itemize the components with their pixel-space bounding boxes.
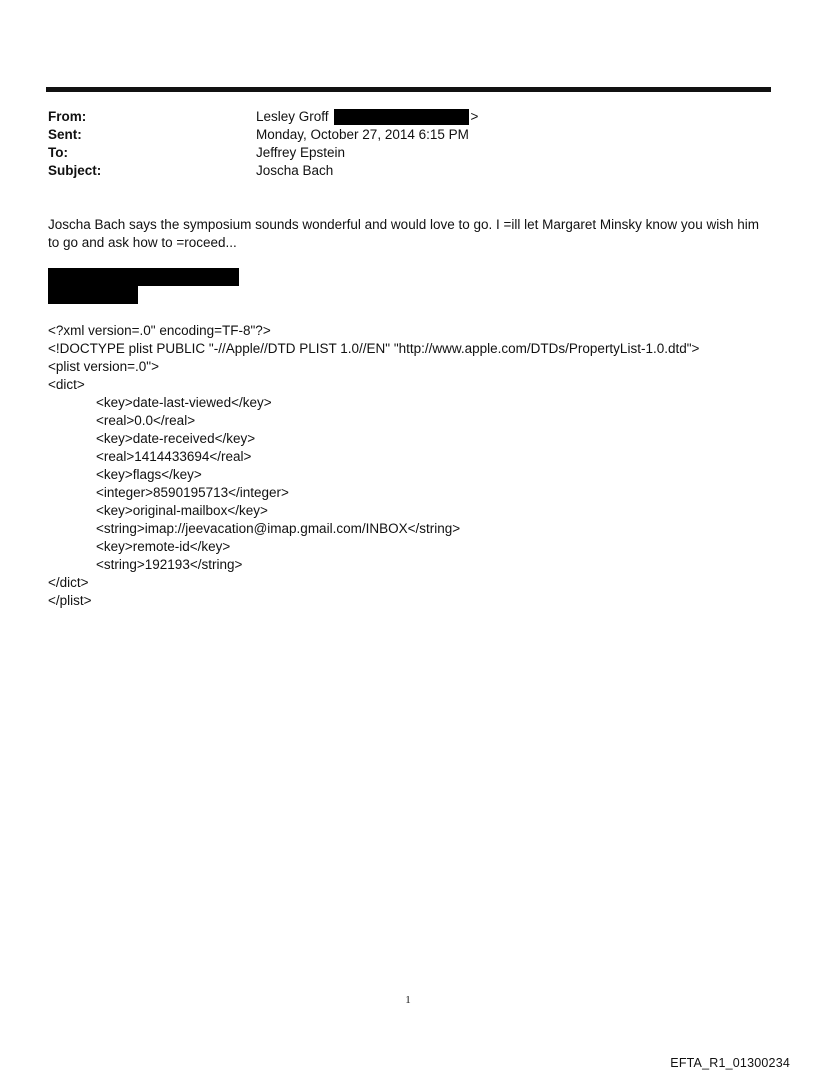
plist-line: <key>original-mailbox</key> [96,503,268,518]
subject-label: Subject: [48,163,102,178]
sent-value: Monday, October 27, 2014 6:15 PM [256,127,469,142]
plist-line: <key>flags</key> [96,467,202,482]
from-row [48,108,768,126]
to-value: Jeffrey Epstein [256,145,346,160]
from-label: From: [48,109,87,124]
email-body: Joscha Bach says the symposium sounds wonderful and would love to go. I =ill let Margaret Minsky know you wish him to go and ask how to =roceed... [48,217,759,250]
plist-line: <integer>8590195713</integer> [96,485,289,500]
sent-row [48,126,768,144]
plist-metadata [48,322,770,610]
plist-line: <!DOCTYPE plist PUBLIC "-//Apple//DTD PLIST 1.0//EN" "http://www.apple.com/DTDs/PropertyList-1.0.dtd"> [48,341,700,356]
plist-line: <real>0.0</real> [96,413,196,428]
to-row [48,144,768,162]
plist-line: <string>imap://jeevacation@imap.gmail.com/INBOX</string> [96,521,461,536]
redacted-signature-line-2 [48,286,138,304]
page-number: 1 [405,994,411,1006]
from-name: Lesley Groff [256,109,329,124]
from-suffix: > [470,109,479,124]
subject-value: Joscha Bach [256,163,334,178]
redacted-email-address [334,109,469,125]
plist-line: </dict> [48,575,89,590]
plist-line: </plist> [48,593,92,608]
plist-line: <dict> [48,377,85,392]
header-rule [46,87,771,92]
bates-number: EFTA_R1_01300234 [670,1056,790,1070]
redacted-signature-line-1 [48,268,239,286]
plist-line: <key>date-last-viewed</key> [96,395,272,410]
plist-line: <key>date-received</key> [96,431,256,446]
plist-line: <?xml version=.0" encoding=TF-8"?> [48,323,271,338]
plist-line: <plist version=.0"> [48,359,159,374]
plist-line: <string>192193</string> [96,557,243,572]
email-header [48,108,768,180]
to-label: To: [48,145,68,160]
subject-row [48,162,768,180]
plist-line: <key>remote-id</key> [96,539,231,554]
from-value [256,108,478,126]
plist-line: <real>1414433694</real> [96,449,252,464]
sent-label: Sent: [48,127,82,142]
